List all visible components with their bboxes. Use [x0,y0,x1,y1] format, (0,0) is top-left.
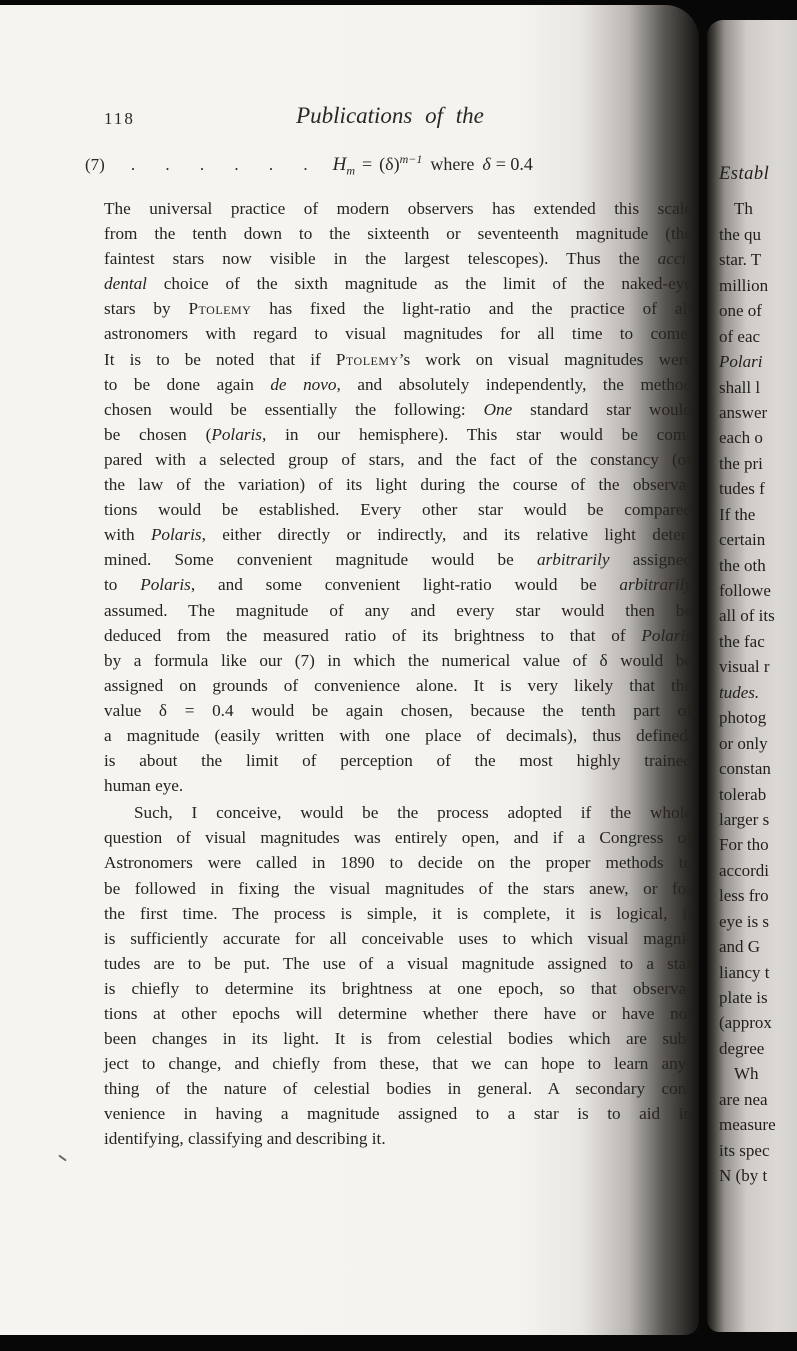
right-page-text-fragment: tolerab [719,784,767,804]
right-page-text-fragment: shall l [719,377,761,397]
right-page-text-column [719,162,776,1189]
right-page-text-fragment: less fro [719,886,769,906]
equation-base: (δ) [379,154,400,174]
right-page-text-fragment: answer [719,402,768,422]
right-page-text-fragment: degree [719,1038,765,1058]
right-page-text-fragment: each o [719,428,763,448]
right-page-heading-fragment: Establ [719,164,770,184]
text-line: to Polaris, and some convenient light-ratio would be arbitrarily [104,575,692,595]
right-page-text-fragment: larger s [719,809,770,829]
text-line: question of visual magnitudes was entirely open, and if a Congress of [104,828,692,848]
text-line: mined. Some convenient magnitude would be arbitrarily assigned [104,550,692,570]
equation-number: (7) [85,155,105,174]
text-line: stars by Ptolemy has fixed the light-ratio and the practice of all [104,299,692,319]
right-page-text-fragment: followe [719,581,771,601]
right-page-text-fragment: plate is [719,988,768,1008]
body-text-block [104,196,692,1152]
text-line: tudes are to be put. The use of a visual magnitude assigned to a star [104,953,692,973]
right-page-text-fragment: million [719,275,769,295]
right-page-text-fragment: liancy t [719,962,770,982]
text-line: been changes in its light. It is from celestial bodies which are sub- [104,1029,692,1049]
text-line: astronomers with regard to visual magnitudes for all time to come. [104,324,692,344]
right-page-text-fragment: If the [719,504,756,524]
equation [85,152,533,179]
equation-variable: H [332,154,347,175]
text-line: faintest stars now visible in the largest telescopes). Thus the acci- [104,249,692,269]
text-line: Astronomers were called in 1890 to decide on the proper methods to [104,853,692,873]
paragraph [104,800,692,1151]
text-line: value δ = 0.4 would be again chosen, because the tenth part of [104,700,692,720]
text-line: by a formula like our (7) in which the numerical value of δ would be [104,650,692,670]
page-number: 118 [104,109,135,128]
right-page-text-fragment: Polari [719,352,763,372]
equation-dot-leaders: . . . . . . [130,155,309,174]
right-page-text-fragment: certain [719,530,766,550]
running-title: Publications of the [296,103,484,128]
text-line: is chiefly to determine its brightness at one epoch, so that observa- [104,978,692,998]
equation-exponent: m−1 [399,152,423,166]
right-page-text-fragment: the oth [719,555,766,575]
right-page-text-fragment: are nea [719,1089,768,1109]
right-page-text-fragment: accordi [719,860,770,880]
right-page-text-fragment: and G [719,937,761,957]
text-line: It is to be noted that if Ptolemy’s work on visual magnitudes were [104,349,692,369]
text-line: venience in having a magnitude assigned to a star is to aid in [104,1104,692,1124]
equation-subscript: m [346,163,355,178]
right-page-partial [707,20,797,1332]
text-line: tions at other epochs will determine whether there have or have not [104,1004,692,1023]
text-line: tions would be established. Every other star would be compared [104,500,692,520]
right-page-text-fragment: (approx [719,1013,772,1033]
right-page-text-fragment: or only [719,733,768,753]
text-line: deduced from the measured ratio of its brightness to that of Polaris [104,625,692,645]
text-line: the law of the variation) of its light during the course of the observa- [104,475,692,495]
right-page-text-fragment: N (by t [719,1166,768,1186]
text-line: from the tenth down to the sixteenth or seventeenth magnitude (the [104,224,692,244]
text-line: chosen would be essentially the following: One standard star would [104,399,692,419]
scan-speck [58,1155,67,1162]
right-page-text-fragment: all of its [719,606,775,626]
text-line: be chosen (Polaris, in our hemisphere). This star would be com- [104,424,692,444]
right-page-text-fragment: tudes f [719,479,765,499]
text-line: dental choice of the sixth magnitude as the limit of the naked-eye [104,274,692,294]
paragraph [104,196,692,798]
text-line: be followed in fixing the visual magnitudes of the stars anew, or for [104,878,692,898]
text-line: to be done again de novo, and absolutely independently, the method [104,374,692,394]
right-page-text-fragment: tudes. [719,682,760,702]
left-page [0,5,699,1335]
delta-value: = 0.4 [495,154,533,174]
right-page-text-fragment: star. T [719,250,762,270]
equals-sign: = [361,154,373,174]
text-line: assigned on grounds of convenience alone. It is very likely that the [104,675,692,695]
right-page-text-fragment: Th [734,199,753,219]
text-line: a magnitude (easily written with one place of decimals), thus defined, [104,725,692,745]
equation-expression [333,152,533,179]
right-page-text-fragment: of eac [719,326,761,346]
text-line: The universal practice of modern observers has extended this scale [104,199,692,218]
text-line: ject to change, and chiefly from these, that we can hope to learn any- [104,1054,692,1074]
text-line: assumed. The magnitude of any and every star would then be [104,600,692,620]
right-page-text-fragment: the fac [719,631,765,651]
equation-condition: where [430,154,475,174]
right-page-text-fragment: constan [719,759,771,779]
text-line: thing of the nature of celestial bodies in general. A secondary con- [104,1079,692,1099]
text-line: pared with a selected group of stars, and the fact of the constancy (or [104,449,692,469]
delta-symbol: δ [482,154,491,174]
text-line: Such, I conceive, would be the process adopted if the whole [134,803,692,823]
text-line: the first time. The process is simple, it is complete, it is logical, it [104,903,692,923]
right-page-text-fragment: For tho [719,835,769,855]
text-line: is sufficiently accurate for all conceivable uses to which visual magni- [104,928,692,948]
right-page-text-fragment: measure [719,1115,776,1135]
right-page-text-fragment: one of [719,301,762,321]
right-page-text-fragment: the pri [719,453,763,473]
right-page-text-fragment: visual r [719,657,770,677]
right-page-text-fragment: Wh [734,1064,759,1084]
text-line: is about the limit of perception of the most highly trained [104,751,692,771]
text-line: with Polaris, either directly or indirectly, and its relative light deter- [104,525,692,545]
right-page-text-fragment: photog [719,708,767,728]
text-line: human eye. [104,776,184,796]
right-page-text-fragment: its spec [719,1140,770,1160]
text-line: identifying, classifying and describing it. [104,1129,386,1149]
right-page-text-fragment: eye is s [719,911,770,931]
right-page-text-fragment: the qu [719,224,762,244]
